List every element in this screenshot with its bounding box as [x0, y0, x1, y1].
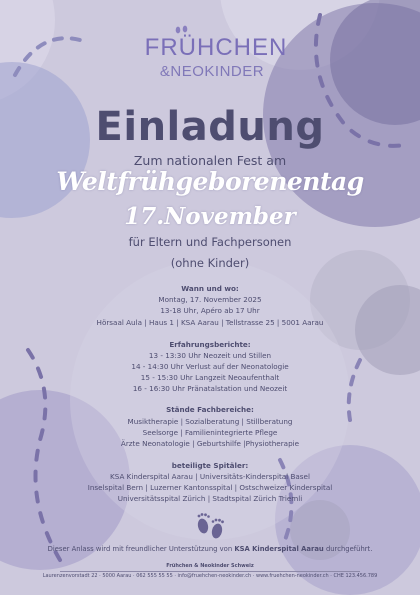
page-title: Einladung: [95, 104, 325, 150]
section-line: Seelsorge | Familienintegrierte Pflege: [142, 428, 278, 437]
section-line: KSA Kinderspital Aarau | Universitäts-Kinderspital Basel: [110, 472, 310, 481]
section-line: 13 - 13:30 Uhr Neozeit und Stillen: [148, 351, 272, 360]
logo-wordmark-line1: FRÜHCHEN: [144, 34, 288, 61]
audience-line: für Eltern und Fachpersonen: [128, 235, 292, 249]
section-heading-stands: Stände Fachbereiche:: [166, 405, 254, 414]
section-line: 15 - 15:30 Uhr Langzeit Neoaufenthalt: [140, 373, 280, 382]
subtitle: Zum nationalen Fest am: [133, 153, 287, 168]
section-line: Inselspital Bern | Luzerner Kantonsspital | Ostschweizer Kinderspital: [87, 483, 333, 492]
section-line: Montag, 17. November 2025: [158, 295, 262, 304]
section-line: 13-18 Uhr, Apéro ab 17 Uhr: [160, 306, 260, 315]
footer-divider: [60, 571, 360, 572]
section-heading-reports: Erfahrungsberichte:: [169, 340, 251, 349]
logo-footprints-icon: [172, 24, 192, 34]
section-line: 16 - 16:30 Uhr Pränatalstation und Neozeit: [132, 384, 288, 393]
section-line: Musiktherapie | Sozialberatung | Stillberatung: [127, 417, 293, 426]
section-line: 14 - 14:30 Uhr Verlust auf der Neonatologie: [131, 362, 289, 371]
footer-organization: Frühchen & Neokinder Schweiz: [166, 563, 254, 569]
event-date: 17.November: [124, 203, 296, 230]
sponsor-note: [0, 545, 420, 553]
event-name: Weltfrühgeborenentag: [56, 167, 364, 196]
footer-contact: Laurenzenvorstadt 22 · 5000 Aarau · 062 555 55 55 · info@fruehchen-neokinder.ch · www.fruehchen-neokinder.ch · CHE 123.456.789: [42, 573, 378, 579]
section-heading-hospitals: beteiligte Spitäler:: [171, 461, 249, 470]
sponsor-note-prefix: Dieser Anlass wird mit freundlicher Unterstützung von: [47, 545, 233, 553]
sponsor-name: KSA Kinderspital Aarau: [234, 545, 324, 553]
no-children-note: (ohne Kinder): [170, 256, 250, 270]
sponsor-note-suffix: durchgeführt.: [325, 545, 373, 553]
section-line: Ärzte Neonatologie | Geburtshilfe |Physiotherapie: [120, 439, 300, 448]
logo-wordmark-line2: &NEOKINDER: [159, 63, 265, 80]
section-line: Hörsaal Aula | Haus 1 | KSA Aarau | Tellstrasse 25 | 5001 Aarau: [96, 318, 324, 327]
section-line: Universitätsspital Zürich | Stadtspital Zürich Triemli: [117, 494, 303, 503]
section-heading-when-where: Wann und wo:: [181, 284, 239, 293]
